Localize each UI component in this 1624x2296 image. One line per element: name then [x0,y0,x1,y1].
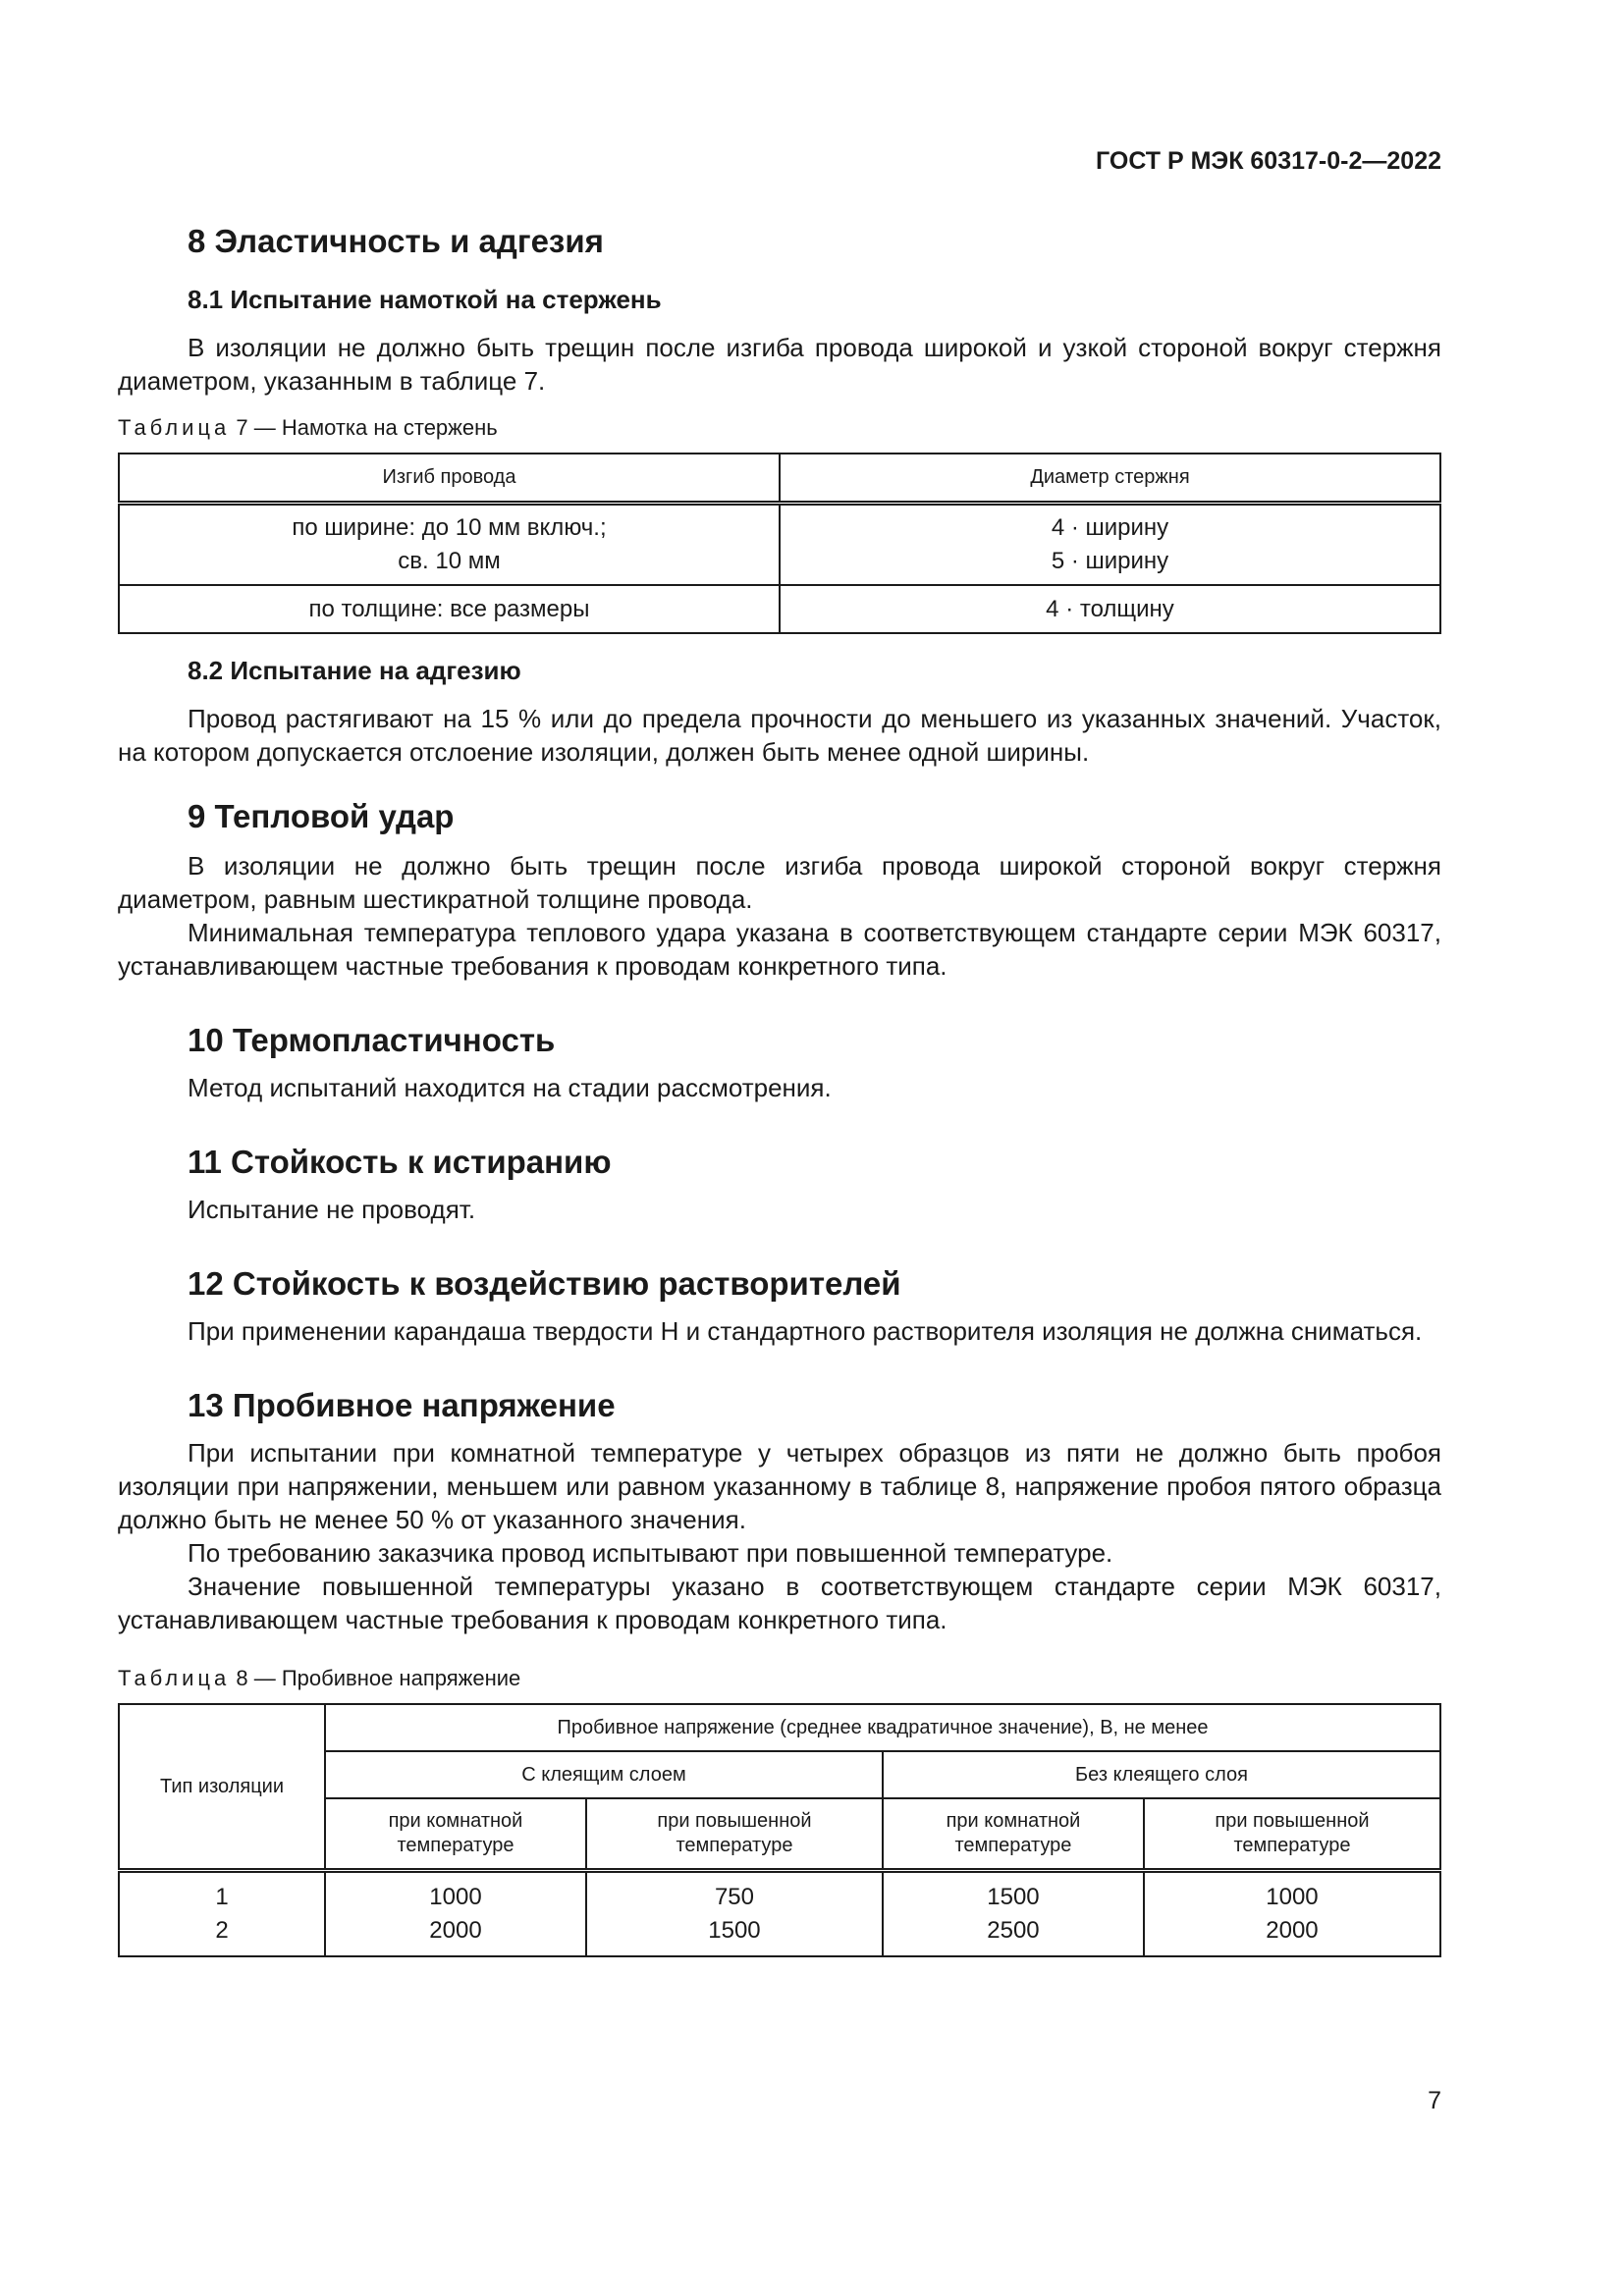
section-12-text: При применении карандаша твердости H и стандартного растворителя изоляция не должна сниматься. [188,1316,1423,1346]
table-7-header-row [119,454,1440,504]
cell-line: 750 [714,1884,754,1910]
table-cell-type [119,1871,325,1957]
header-line: при повышенной [657,1810,812,1832]
table-cell: по толщине: все размеры [119,585,780,633]
section-8-1-title: 8.1 Испытание намоткой на стержень [188,285,662,314]
section-13-text-3: Значение повышенной температуры указано в соответствующем стандарте серии МЭК 60317, устанавливающем частные требования к проводам конкретного типа. [118,1572,1441,1634]
table-7-caption-title: 7 — Намотка на стержень [230,415,498,440]
header-line: температуре [1233,1835,1351,1856]
table-8-header-without-adhesive: Без клеящего слоя [883,1751,1440,1798]
cell-line: 2500 [987,1917,1040,1944]
table-8-header-group: Пробивное напряжение (среднее квадратичное значение), В, не менее [325,1704,1440,1751]
cell-line: по ширине: до 10 мм включ.; [292,514,607,541]
section-8-2-title: 8.2 Испытание на адгезию [188,656,521,685]
section-10-title: 10 Термопластичность [188,1022,556,1058]
table-cell: 4 · толщину [780,585,1440,633]
header-line: при комнатной [946,1810,1081,1832]
table-7-caption [118,415,1441,441]
header-line: при повышенной [1215,1810,1370,1832]
cell-line: 1000 [1266,1884,1319,1910]
table-row [119,1871,1440,1957]
page-content [118,221,1441,1957]
cell-line: 1 [215,1884,229,1910]
table-8-caption [118,1666,1441,1691]
section-13-text-1: При испытании при комнатной температуре у четырех образцов из пяти не должно быть пробоя изоляции при напряжении, меньшем или равном указанному в таблице 8, напряжение пробоя пятого образца должно быть не менее 50 % от указанного значения. [118,1438,1441,1534]
cell-line: 1500 [987,1884,1040,1910]
section-13-text-2: По требованию заказчика провод испытывают при повышенной температуре. [188,1538,1113,1568]
section-9-title: 9 Тепловой удар [188,798,455,834]
cell-line: 5 · ширину [1051,548,1169,574]
section-9-text-2: Минимальная температура теплового удара указана в соответствующем стандарте серии МЭК 60317, устанавливающем частные требования к проводам конкретного типа. [118,918,1441,981]
header-line: температуре [954,1835,1072,1856]
table-cell [1144,1871,1440,1957]
section-9-text-1: В изоляции не должно быть трещин после изгиба провода широкой стороной вокруг стержня диаметром, равным шестикратной толщине провода. [118,851,1441,914]
cell-line: 2000 [429,1917,482,1944]
cell-line: 2 [215,1917,229,1944]
table-8-header-with-adhesive: С клеящим слоем [325,1751,883,1798]
table-8-header-room-temp [325,1798,586,1871]
section-13-title: 13 Пробивное напряжение [188,1387,616,1423]
table-7-header-bend: Изгиб провода [119,454,780,504]
cell-line: св. 10 мм [398,548,501,574]
table-8-header-high-temp [1144,1798,1440,1871]
table-8-header-room-temp [883,1798,1144,1871]
document-id-header: ГОСТ Р МЭК 60317-0-2—2022 [1096,147,1441,175]
header-line: температуре [676,1835,793,1856]
table-cell [119,504,780,586]
table-8-header-row-1 [119,1704,1440,1751]
section-8-2-text: Провод растягивают на 15 % или до предела прочности до меньшего из указанных значений. Участок, на котором допускается отслоение изоляции, должен быть менее одной ширины. [118,704,1441,767]
section-8-title: 8 Эластичность и адгезия [188,223,604,259]
section-12-title: 12 Стойкость к воздействию растворителей [188,1265,901,1302]
table-8-caption-title: 8 — Пробивное напряжение [230,1666,521,1690]
section-8-1-text: В изоляции не должно быть трещин после изгиба провода широкой и узкой стороной вокруг стержня диаметром, указанным в таблице 7. [118,333,1441,396]
table-cell [586,1871,883,1957]
table-8-header-high-temp [586,1798,883,1871]
table-row [119,585,1440,633]
section-10-text: Метод испытаний находится на стадии рассмотрения. [188,1073,832,1102]
section-11-title: 11 Стойкость к истиранию [188,1144,612,1180]
table-7-header-diameter: Диаметр стержня [780,454,1440,504]
table-7 [118,453,1441,634]
table-cell [325,1871,586,1957]
header-line: температуре [397,1835,514,1856]
cell-line: 1000 [429,1884,482,1910]
cell-line: 1500 [708,1917,761,1944]
table-cell [883,1871,1144,1957]
table-8 [118,1703,1441,1957]
table-8-header-type: Тип изоляции [119,1704,325,1871]
cell-line: 4 · ширину [1051,514,1169,541]
table-cell [780,504,1440,586]
cell-line: 2000 [1266,1917,1319,1944]
page-number: 7 [1428,2087,1441,2114]
table-7-caption-word: Таблица [118,415,231,440]
section-11-text: Испытание не проводят. [188,1195,476,1224]
table-row [119,504,1440,586]
table-8-caption-word: Таблица [118,1666,231,1690]
header-line: при комнатной [388,1810,523,1832]
